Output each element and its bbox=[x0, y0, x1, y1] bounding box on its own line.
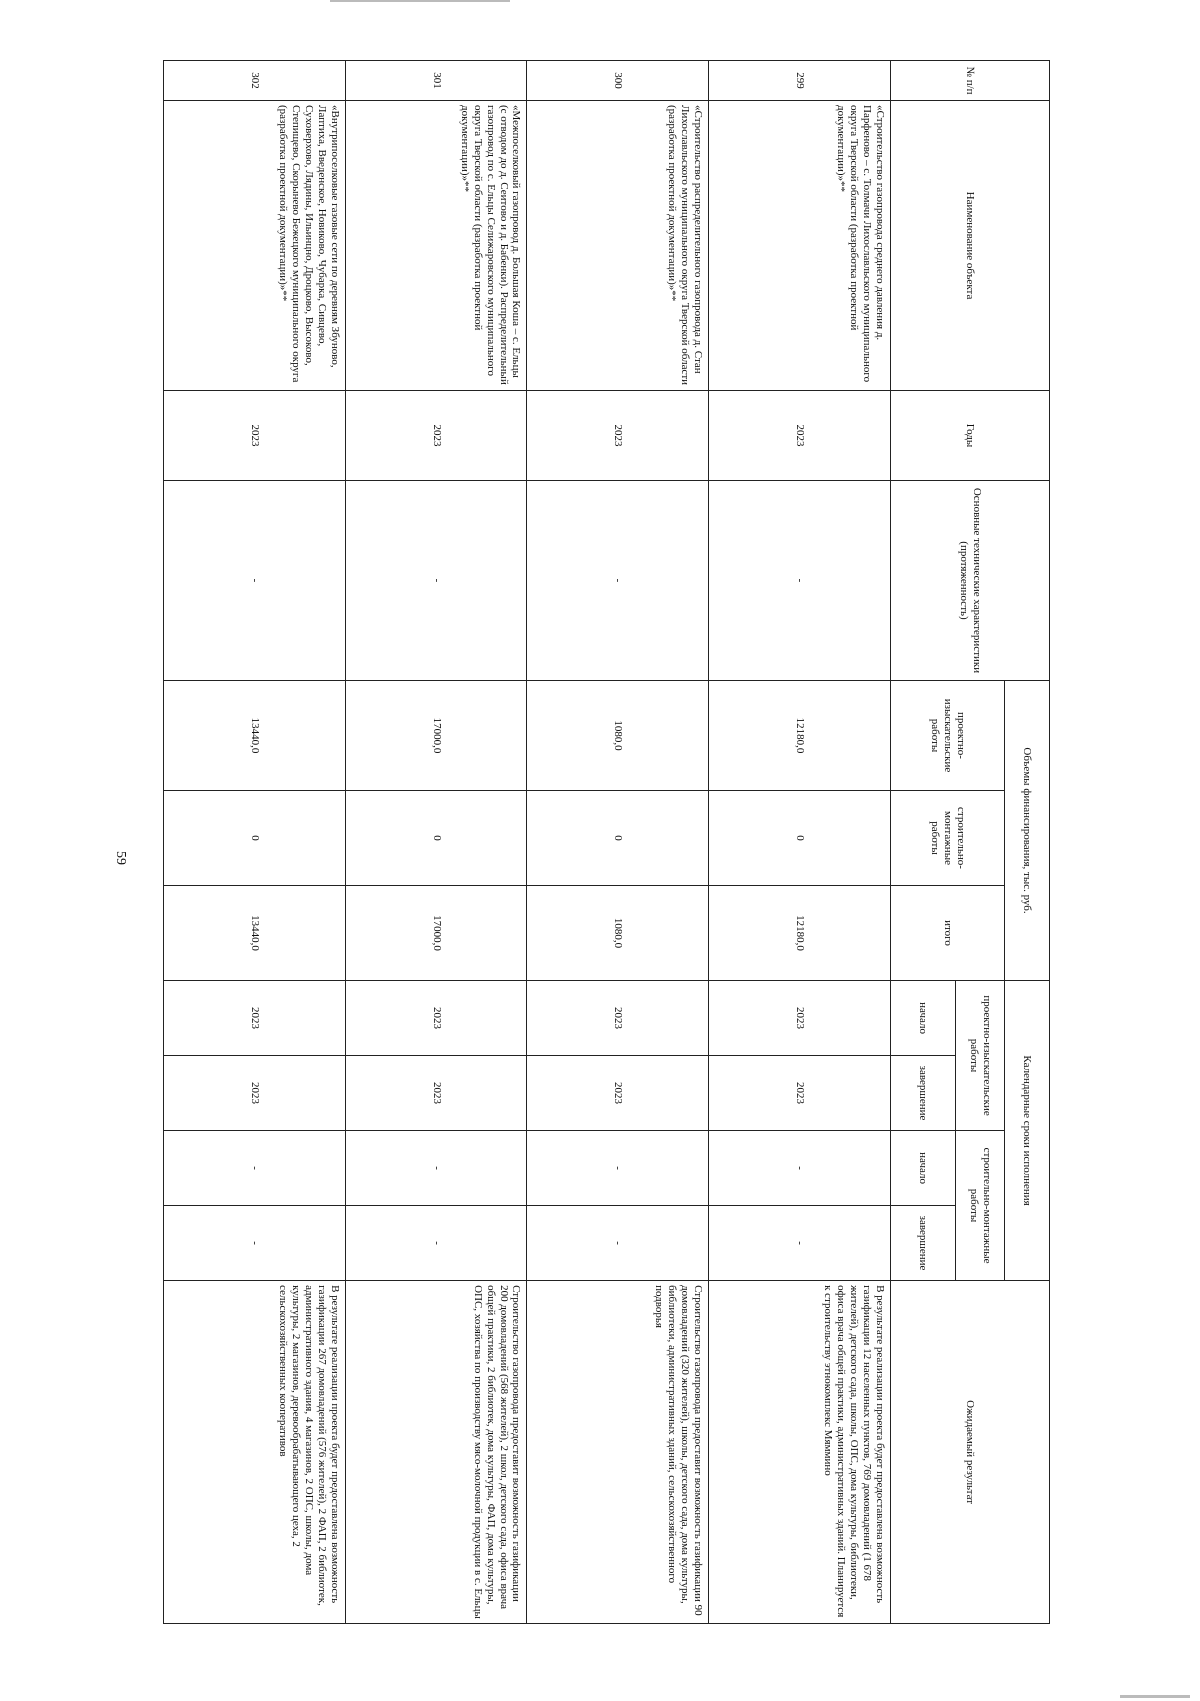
row-design-start: 2023 bbox=[345, 981, 527, 1056]
header-dl-construction: строительно-монтажные работы bbox=[956, 1131, 1005, 1281]
row-object-name: «Строительство газопровода среднего давления д. Парфеново – с. Толмачи Лихославльского муниципального округа Тверской области (разработка проектной документации)»** bbox=[709, 101, 891, 391]
row-result: Строительство газопровода предоставит возможность газификации 200 домовладений (568 жителей), 2 школ, детского сада, офиса врача общей практики, 2 библиотек, дома культуры, ФАП, дома культуры, ОПС, хозяйства по производству мясо-молочной продукции в с. Ельцы bbox=[345, 1281, 527, 1624]
row-num: 300 bbox=[527, 61, 709, 101]
row-constr-end: - bbox=[345, 1206, 527, 1281]
row-fin-design: 12180,0 bbox=[709, 681, 891, 791]
scan-mark-top bbox=[330, 0, 510, 2]
row-constr-start: - bbox=[527, 1131, 709, 1206]
row-fin-total: 1080,0 bbox=[527, 886, 709, 981]
header-fin-design: проектно-изыскательские работы bbox=[891, 681, 1005, 791]
row-object-name: «Внутрипоселковые газовые сети по деревням Збуново, Лаптиха, Введенское, Новиково, Чубарка, Сивцево, Суховерхово, Лядины, Ильинцно, Дроцково, Высоково, Степищево, Скорынево Бежецкого муниципального округа (разработка проектной документации)»** bbox=[164, 101, 346, 391]
row-tech: - bbox=[164, 481, 346, 681]
row-num: 301 bbox=[345, 61, 527, 101]
header-financing: Объемы финансирования, тыс. руб. bbox=[1005, 681, 1050, 981]
row-design-start: 2023 bbox=[164, 981, 346, 1056]
row-fin-construction: 0 bbox=[164, 791, 346, 886]
gasification-table bbox=[163, 60, 1050, 1624]
row-result: В результате реализации проекта будет предоставлена возможность газификации 12 населенных пунктов, 769 домовладений (1 678 жителей), детского сада, школы, ОПС, дома культуры, библиотеки, офиса врача общей практики, административных зданий. Планируется к строительству этнокомплекс Мяммино bbox=[709, 1281, 891, 1624]
header-constr-end: завершение bbox=[891, 1206, 956, 1281]
row-tech: - bbox=[345, 481, 527, 681]
row-result: Строительство газопровода предоставит возможность газификации 90 домовладений (320 жителей), школы, детского сада, дома культуры, библиотеки, административных зданий, сельскохозяйственного подворья bbox=[527, 1281, 709, 1624]
header-design-start: начало bbox=[891, 981, 956, 1056]
row-design-end: 2023 bbox=[527, 1056, 709, 1131]
header-fin-construction: строительно-монтажные работы bbox=[891, 791, 1005, 886]
row-fin-design: 17000,0 bbox=[345, 681, 527, 791]
row-object-name: «Межпоселковый газопровод д. Большая Коша – с. Ельцы (с отводом до д. Сеитово и д. Бабенки). Распределительный газопровод по с. Ельцы Селижаровского муниципального округа Тверской области (разработка проектной документации)»** bbox=[345, 101, 527, 391]
row-fin-design: 1080,0 bbox=[527, 681, 709, 791]
row-years: 2023 bbox=[527, 391, 709, 481]
row-fin-total: 17000,0 bbox=[345, 886, 527, 981]
scan-mark-bottom bbox=[1120, 1695, 1190, 1698]
header-num: № п/п bbox=[891, 61, 1050, 101]
row-constr-end: - bbox=[709, 1206, 891, 1281]
header-fin-total: итого bbox=[891, 886, 1005, 981]
table-row bbox=[345, 61, 527, 1624]
rotated-page-content bbox=[163, 60, 1050, 1623]
row-result: В результате реализации проекта будет предоставлена возможность газификации 267 домовладений (576 жителей), 2 ФАП, 2 библиотек, административного здания, 4 магазинов, 2 ОПС, школы, дома культуры, 2 магазинов, деревообрабатывающего цеха, 2 сельскохозяйственных кооперативов bbox=[164, 1281, 346, 1624]
row-fin-construction: 0 bbox=[345, 791, 527, 886]
row-object-name: «Строительство распределительного газопровода д. Стан Лихославльского муниципального округа Тверской области (разработка проектной документации)»** bbox=[527, 101, 709, 391]
row-constr-start: - bbox=[164, 1131, 346, 1206]
row-constr-end: - bbox=[164, 1206, 346, 1281]
header-deadlines: Календарные сроки исполнения bbox=[1005, 981, 1050, 1281]
row-design-end: 2023 bbox=[164, 1056, 346, 1131]
row-design-start: 2023 bbox=[709, 981, 891, 1056]
row-tech: - bbox=[527, 481, 709, 681]
row-fin-construction: 0 bbox=[527, 791, 709, 886]
row-years: 2023 bbox=[709, 391, 891, 481]
table-row bbox=[164, 61, 346, 1624]
row-design-start: 2023 bbox=[527, 981, 709, 1056]
header-dl-design: проектно-изыскательские работы bbox=[956, 981, 1005, 1131]
row-fin-construction: 0 bbox=[709, 791, 891, 886]
row-years: 2023 bbox=[164, 391, 346, 481]
row-design-end: 2023 bbox=[345, 1056, 527, 1131]
header-name: Наименование объекта bbox=[891, 101, 1050, 391]
table-row bbox=[709, 61, 891, 1624]
table-row bbox=[527, 61, 709, 1624]
row-design-end: 2023 bbox=[709, 1056, 891, 1131]
row-constr-start: - bbox=[345, 1131, 527, 1206]
row-fin-total: 12180,0 bbox=[709, 886, 891, 981]
row-num: 299 bbox=[709, 61, 891, 101]
header-design-end: завершение bbox=[891, 1056, 956, 1131]
header-tech: Основные технические характеристики (протяженность) bbox=[891, 481, 1050, 681]
row-fin-design: 13440,0 bbox=[164, 681, 346, 791]
row-num: 302 bbox=[164, 61, 346, 101]
row-constr-end: - bbox=[527, 1206, 709, 1281]
row-years: 2023 bbox=[345, 391, 527, 481]
header-constr-start: начало bbox=[891, 1131, 956, 1206]
row-fin-total: 13440,0 bbox=[164, 886, 346, 981]
page-number: 59 bbox=[113, 851, 128, 865]
row-constr-start: - bbox=[709, 1131, 891, 1206]
header-years: Годы bbox=[891, 391, 1050, 481]
row-tech: - bbox=[709, 481, 891, 681]
header-result: Ожидаемый результат bbox=[891, 1281, 1050, 1624]
